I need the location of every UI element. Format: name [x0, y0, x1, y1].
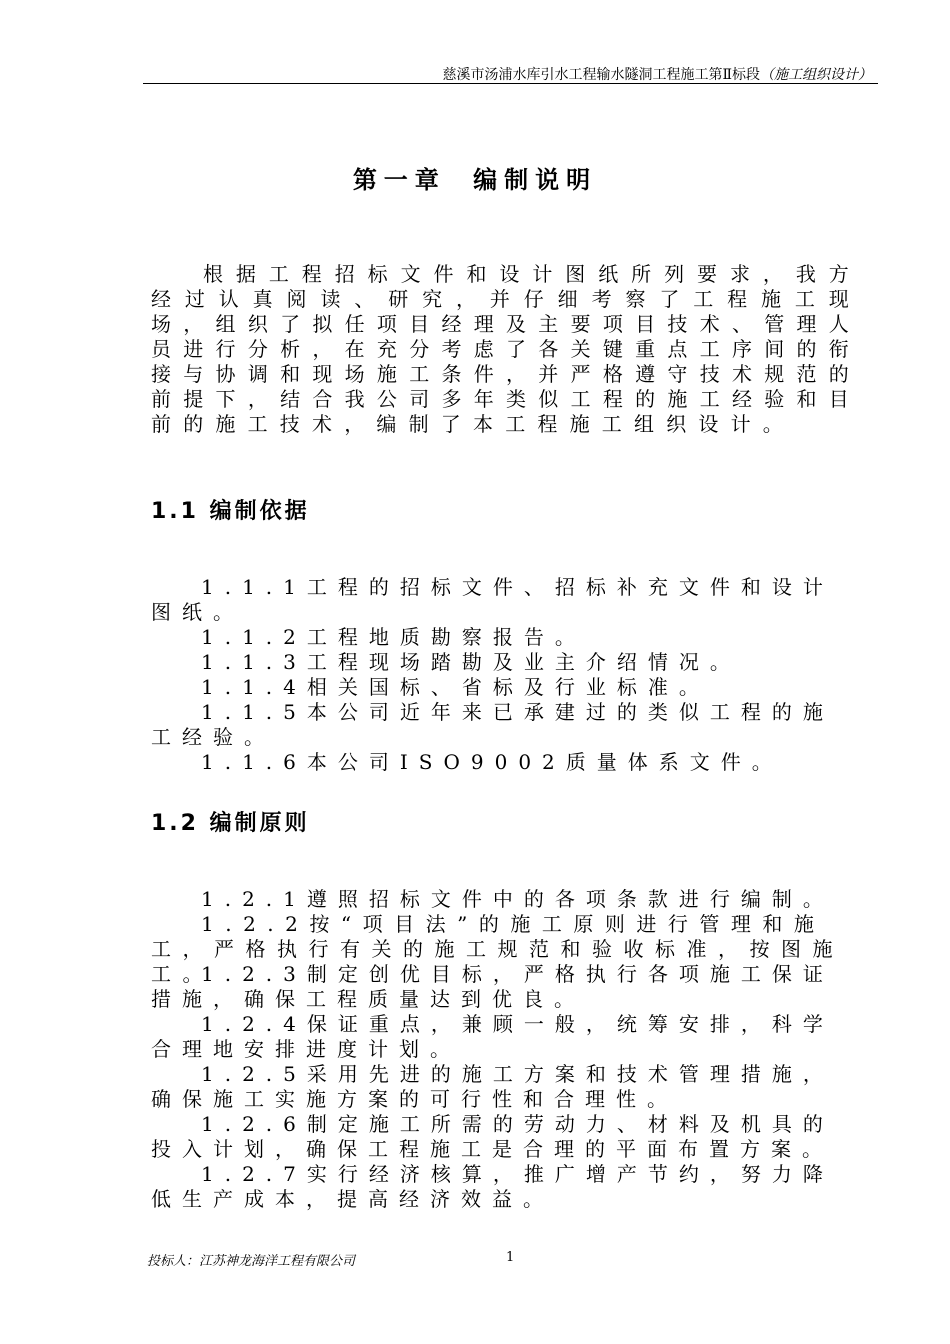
list-item: 1.2.1遵照招标文件中的各项条款进行编制。: [201, 887, 834, 911]
section-heading-1-2: 1.2 编制原则: [151, 811, 310, 836]
list-item: 1.2.5采用先进的施工方案和技术管理措施，确保施工实施方案的可行性和合理性。: [151, 1062, 834, 1111]
chapter-title: 第一章 编制说明: [352, 166, 598, 194]
section-heading-1-1: 1.1 编制依据: [151, 499, 310, 524]
list-item: 1.2.3制定创优目标，严格执行各项施工保证措施，确保工程质量达到优良。: [151, 962, 834, 1011]
header-subtitle: （施工组织设计）: [760, 67, 872, 83]
list-item: 1.2.6制定施工所需的劳动力、材料及机具的投入计划，确保工程施工是合理的平面布置方案。: [151, 1112, 834, 1161]
list-item: 1.1.3工程现场踏勘及业主介绍情况。: [201, 650, 741, 674]
list-item: 1.2.2按“项目法”的施工原则进行管理和施工，严格执行有关的施工规范和验收标准，按图施工。: [151, 912, 844, 986]
list-item: 1.1.5本公司近年来已承建过的类似工程的施工经验。: [151, 700, 834, 749]
intro-paragraph: 根据工程招标文件和设计图纸所列要求，我方经过认真阅读、研究，并仔细考察了工程施工现场，组织了拟任项目经理及主要项目技术、管理人员进行分析，在充分考虑了各关键重点工序间的衔接与协调和现场施工条件，并严格遵守技术规范的前提下，结合我公司多年类似工程的施工经验和目前的施工技术，编制了本工程施工组织设计。: [151, 262, 861, 436]
list-item: 1.1.1工程的招标文件、招标补充文件和设计图纸。: [151, 575, 834, 624]
list-item: 1.1.2工程地质勘察报告。: [201, 625, 586, 649]
page-number: 1: [506, 1250, 515, 1265]
footer-bidder: 投标人：江苏神龙海洋工程有限公司: [147, 1254, 356, 1269]
list-item: 1.2.4保证重点，兼顾一般，统筹安排，科学合理地安排进度计划。: [151, 1012, 834, 1061]
list-item: 1.1.4相关国标、省标及行业标准。: [201, 675, 710, 699]
list-item: 1.1.6本公司ISO9002质量体系文件。: [201, 750, 783, 774]
header-rule: [143, 83, 878, 84]
list-item: 1.2.7实行经济核算，推广增产节约，努力降低生产成本，提高经济效益。: [151, 1162, 834, 1211]
running-header: [442, 64, 872, 84]
header-title: 慈溪市汤浦水库引水工程输水隧洞工程施工第Ⅱ标段: [442, 67, 760, 83]
